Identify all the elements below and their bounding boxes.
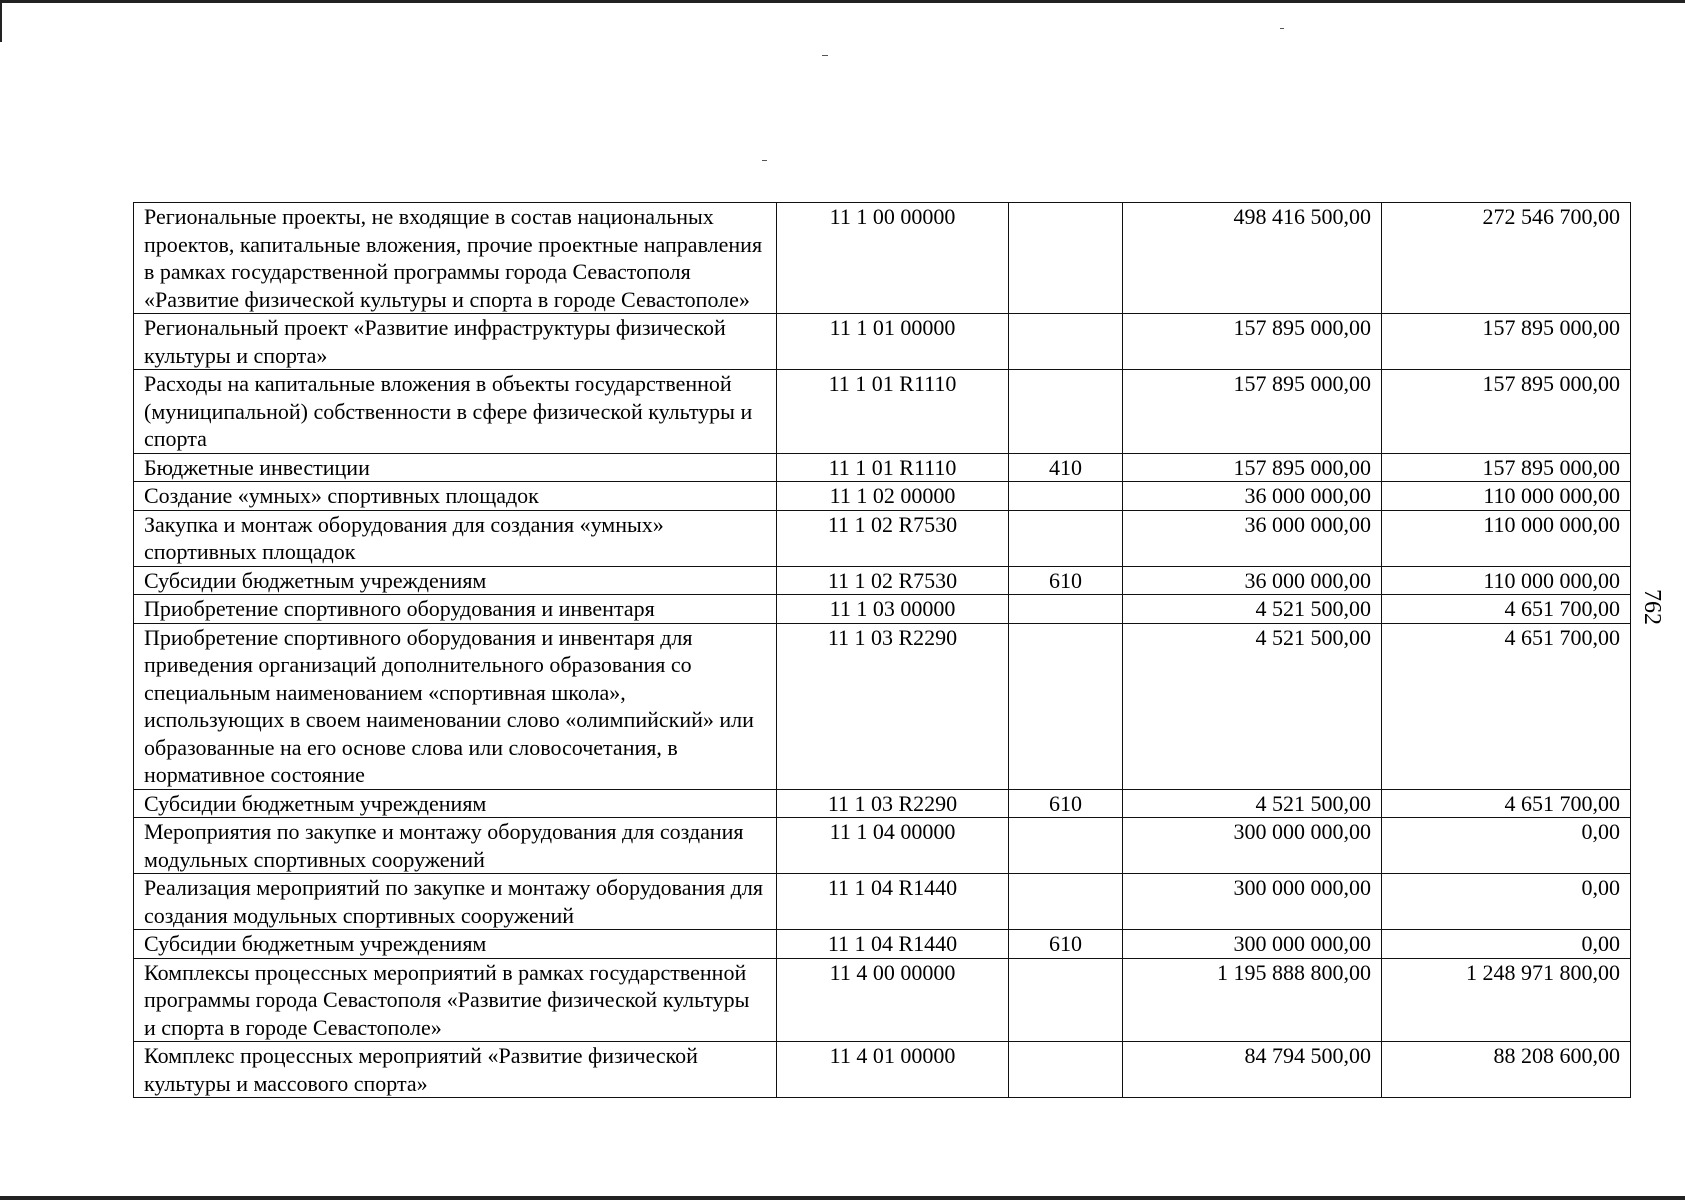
row-name-cell: Приобретение спортивного оборудования и инвентаря для приведения организаций дополнительного образования со специальным наименованием «спортивная школа», использующих в своем наименовании слово «олимпийский» или образованные на его основе слова или словосочетания, в нормативное состояние bbox=[134, 623, 777, 789]
row-name-cell: Субсидии бюджетным учреждениям bbox=[134, 566, 777, 595]
table-row bbox=[134, 958, 1631, 1042]
row-code-cell: 11 1 03 R2290 bbox=[777, 623, 1009, 789]
table-row bbox=[134, 453, 1631, 482]
row-code-cell: 11 4 01 00000 bbox=[777, 1042, 1009, 1098]
row-code-cell: 11 4 00 00000 bbox=[777, 958, 1009, 1042]
row-name-cell: Региональные проекты, не входящие в состав национальных проектов, капитальные вложения, прочие проектные направления в рамках государственной программы города Севастополя «Развитие физической культуры и спорта в городе Севастополе» bbox=[134, 203, 777, 314]
row-sum1-cell: 300 000 000,00 bbox=[1123, 930, 1382, 959]
row-sum2-cell: 4 651 700,00 bbox=[1382, 595, 1631, 624]
table-row bbox=[134, 1042, 1631, 1098]
table-row bbox=[134, 623, 1631, 789]
page-number: 762 bbox=[1639, 589, 1665, 625]
row-name-cell: Приобретение спортивного оборудования и инвентаря bbox=[134, 595, 777, 624]
scan-bottom-edge bbox=[0, 1196, 1685, 1200]
row-code-cell: 11 1 02 R7530 bbox=[777, 510, 1009, 566]
row-sum2-cell: 110 000 000,00 bbox=[1382, 510, 1631, 566]
row-name-cell: Субсидии бюджетным учреждениям bbox=[134, 930, 777, 959]
row-vr-cell bbox=[1009, 370, 1123, 454]
row-sum1-cell: 157 895 000,00 bbox=[1123, 453, 1382, 482]
row-sum1-cell: 36 000 000,00 bbox=[1123, 510, 1382, 566]
table-row bbox=[134, 874, 1631, 930]
row-code-cell: 11 1 02 R7530 bbox=[777, 566, 1009, 595]
scan-speck bbox=[822, 55, 828, 56]
row-vr-cell bbox=[1009, 1042, 1123, 1098]
row-sum2-cell: 157 895 000,00 bbox=[1382, 370, 1631, 454]
table-row bbox=[134, 595, 1631, 624]
row-vr-cell: 610 bbox=[1009, 566, 1123, 595]
row-code-cell: 11 1 04 R1440 bbox=[777, 874, 1009, 930]
row-name-cell: Создание «умных» спортивных площадок bbox=[134, 482, 777, 511]
row-sum2-cell: 4 651 700,00 bbox=[1382, 789, 1631, 818]
table-row bbox=[134, 789, 1631, 818]
row-vr-cell bbox=[1009, 595, 1123, 624]
row-name-cell: Закупка и монтаж оборудования для создания «умных» спортивных площадок bbox=[134, 510, 777, 566]
table-row bbox=[134, 203, 1631, 314]
row-vr-cell bbox=[1009, 958, 1123, 1042]
row-sum2-cell: 272 546 700,00 bbox=[1382, 203, 1631, 314]
row-sum1-cell: 84 794 500,00 bbox=[1123, 1042, 1382, 1098]
row-sum2-cell: 110 000 000,00 bbox=[1382, 566, 1631, 595]
row-code-cell: 11 1 04 R1440 bbox=[777, 930, 1009, 959]
row-vr-cell bbox=[1009, 623, 1123, 789]
row-name-cell: Мероприятия по закупке и монтажу оборудования для создания модульных спортивных сооружений bbox=[134, 818, 777, 874]
row-code-cell: 11 1 03 00000 bbox=[777, 595, 1009, 624]
table-row bbox=[134, 510, 1631, 566]
row-vr-cell bbox=[1009, 818, 1123, 874]
row-sum2-cell: 0,00 bbox=[1382, 874, 1631, 930]
table-row bbox=[134, 370, 1631, 454]
row-code-cell: 11 1 01 00000 bbox=[777, 314, 1009, 370]
scan-top-edge bbox=[0, 0, 1685, 3]
row-name-cell: Реализация мероприятий по закупке и монтажу оборудования для создания модульных спортивных сооружений bbox=[134, 874, 777, 930]
budget-table bbox=[133, 202, 1631, 1098]
row-sum1-cell: 36 000 000,00 bbox=[1123, 482, 1382, 511]
row-name-cell: Субсидии бюджетным учреждениям bbox=[134, 789, 777, 818]
table-row bbox=[134, 314, 1631, 370]
row-sum2-cell: 1 248 971 800,00 bbox=[1382, 958, 1631, 1042]
row-sum1-cell: 498 416 500,00 bbox=[1123, 203, 1382, 314]
row-sum2-cell: 0,00 bbox=[1382, 930, 1631, 959]
row-vr-cell bbox=[1009, 203, 1123, 314]
row-sum1-cell: 300 000 000,00 bbox=[1123, 874, 1382, 930]
row-sum1-cell: 157 895 000,00 bbox=[1123, 370, 1382, 454]
row-sum1-cell: 4 521 500,00 bbox=[1123, 595, 1382, 624]
table-row bbox=[134, 818, 1631, 874]
row-name-cell: Комплекс процессных мероприятий «Развитие физической культуры и массового спорта» bbox=[134, 1042, 777, 1098]
row-code-cell: 11 1 00 00000 bbox=[777, 203, 1009, 314]
row-sum1-cell: 36 000 000,00 bbox=[1123, 566, 1382, 595]
table-row bbox=[134, 482, 1631, 511]
row-sum1-cell: 157 895 000,00 bbox=[1123, 314, 1382, 370]
row-name-cell: Расходы на капитальные вложения в объекты государственной (муниципальной) собственности в сфере физической культуры и спорта bbox=[134, 370, 777, 454]
table-row bbox=[134, 930, 1631, 959]
row-vr-cell: 410 bbox=[1009, 453, 1123, 482]
row-vr-cell bbox=[1009, 874, 1123, 930]
row-sum2-cell: 4 651 700,00 bbox=[1382, 623, 1631, 789]
row-name-cell: Региональный проект «Развитие инфраструктуры физической культуры и спорта» bbox=[134, 314, 777, 370]
row-vr-cell: 610 bbox=[1009, 930, 1123, 959]
row-vr-cell bbox=[1009, 510, 1123, 566]
row-name-cell: Бюджетные инвестиции bbox=[134, 453, 777, 482]
scan-left-edge bbox=[0, 0, 2, 42]
scan-speck bbox=[1280, 28, 1284, 29]
row-sum1-cell: 4 521 500,00 bbox=[1123, 623, 1382, 789]
row-code-cell: 11 1 01 R1110 bbox=[777, 370, 1009, 454]
row-code-cell: 11 1 02 00000 bbox=[777, 482, 1009, 511]
budget-table-body bbox=[134, 203, 1631, 1098]
row-name-cell: Комплексы процессных мероприятий в рамках государственной программы города Севастополя «Развитие физической культуры и спорта в городе Севастополе» bbox=[134, 958, 777, 1042]
row-sum2-cell: 157 895 000,00 bbox=[1382, 314, 1631, 370]
row-sum2-cell: 157 895 000,00 bbox=[1382, 453, 1631, 482]
row-code-cell: 11 1 01 R1110 bbox=[777, 453, 1009, 482]
row-sum2-cell: 88 208 600,00 bbox=[1382, 1042, 1631, 1098]
row-sum1-cell: 4 521 500,00 bbox=[1123, 789, 1382, 818]
row-vr-cell bbox=[1009, 314, 1123, 370]
row-sum2-cell: 110 000 000,00 bbox=[1382, 482, 1631, 511]
scan-speck bbox=[762, 160, 767, 161]
table-row bbox=[134, 566, 1631, 595]
row-code-cell: 11 1 03 R2290 bbox=[777, 789, 1009, 818]
row-sum1-cell: 1 195 888 800,00 bbox=[1123, 958, 1382, 1042]
row-vr-cell bbox=[1009, 482, 1123, 511]
row-sum1-cell: 300 000 000,00 bbox=[1123, 818, 1382, 874]
row-sum2-cell: 0,00 bbox=[1382, 818, 1631, 874]
row-vr-cell: 610 bbox=[1009, 789, 1123, 818]
row-code-cell: 11 1 04 00000 bbox=[777, 818, 1009, 874]
